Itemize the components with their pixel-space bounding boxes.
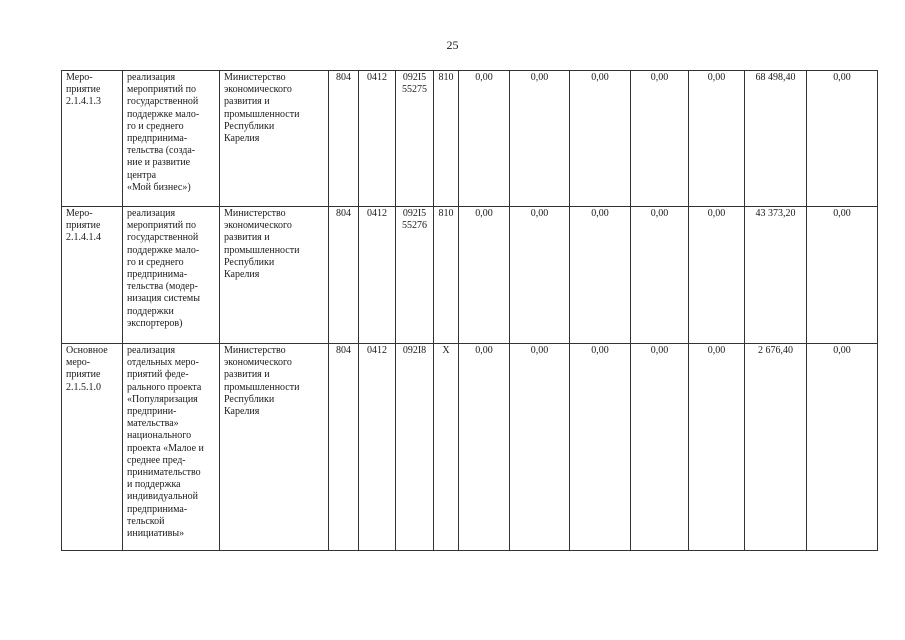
value-cell: 0,00 (807, 207, 878, 344)
table-row (62, 344, 878, 551)
grbs-cell: 804 (329, 207, 359, 344)
description-cell: реализация отдельных меро- приятий феде- рального проекта «Популяризация предприни- мательства» национального проекта «Малое и среднее пред- принимательство и поддержка индивидуальной предпринима- тельской инициативы» (123, 344, 220, 551)
value-cell: 0,00 (459, 71, 510, 207)
csr-cell: 092I8 (396, 344, 434, 551)
vr-cell: X (434, 344, 459, 551)
page-number: 25 (446, 38, 459, 52)
item-cell: Основное меро- приятие 2.1.5.1.0 (62, 344, 123, 551)
value-cell: 43 373,20 (745, 207, 807, 344)
value-cell: 0,00 (631, 207, 689, 344)
value-cell: 0,00 (631, 71, 689, 207)
table-row (62, 71, 878, 207)
value-cell: 0,00 (631, 344, 689, 551)
value-cell: 0,00 (807, 344, 878, 551)
item-cell: Меро- приятие 2.1.4.1.3 (62, 71, 123, 207)
value-cell: 0,00 (510, 71, 570, 207)
item-cell: Меро- приятие 2.1.4.1.4 (62, 207, 123, 344)
csr-cell: 092I5 55276 (396, 207, 434, 344)
vr-cell: 810 (434, 71, 459, 207)
rzpr-cell: 0412 (359, 207, 396, 344)
executor-cell: Министерство экономического развития и промышленности Республики Карелия (220, 71, 329, 207)
value-cell: 0,00 (689, 344, 745, 551)
value-cell: 0,00 (510, 207, 570, 344)
description-cell: реализация мероприятий по государственной поддержке мало- го и среднего предпринима- тельства (созда- ние и развитие центра «Мой бизнес») (123, 71, 220, 207)
value-cell: 0,00 (689, 71, 745, 207)
executor-cell: Министерство экономического развития и промышленности Республики Карелия (220, 344, 329, 551)
value-cell: 0,00 (570, 207, 631, 344)
value-cell: 0,00 (570, 71, 631, 207)
csr-cell: 092I5 55275 (396, 71, 434, 207)
description-cell: реализация мероприятий по государственной поддержке мало- го и среднего предпринима- тельства (модер- низация системы поддержки экспортеров) (123, 207, 220, 344)
value-cell: 2 676,40 (745, 344, 807, 551)
value-cell: 0,00 (510, 344, 570, 551)
value-cell: 68 498,40 (745, 71, 807, 207)
budget-table (61, 70, 878, 551)
grbs-cell: 804 (329, 344, 359, 551)
rzpr-cell: 0412 (359, 344, 396, 551)
grbs-cell: 804 (329, 71, 359, 207)
executor-cell: Министерство экономического развития и промышленности Республики Карелия (220, 207, 329, 344)
value-cell: 0,00 (570, 344, 631, 551)
value-cell: 0,00 (807, 71, 878, 207)
rzpr-cell: 0412 (359, 71, 396, 207)
table-row (62, 207, 878, 344)
vr-cell: 810 (434, 207, 459, 344)
value-cell: 0,00 (459, 207, 510, 344)
value-cell: 0,00 (459, 344, 510, 551)
value-cell: 0,00 (689, 207, 745, 344)
